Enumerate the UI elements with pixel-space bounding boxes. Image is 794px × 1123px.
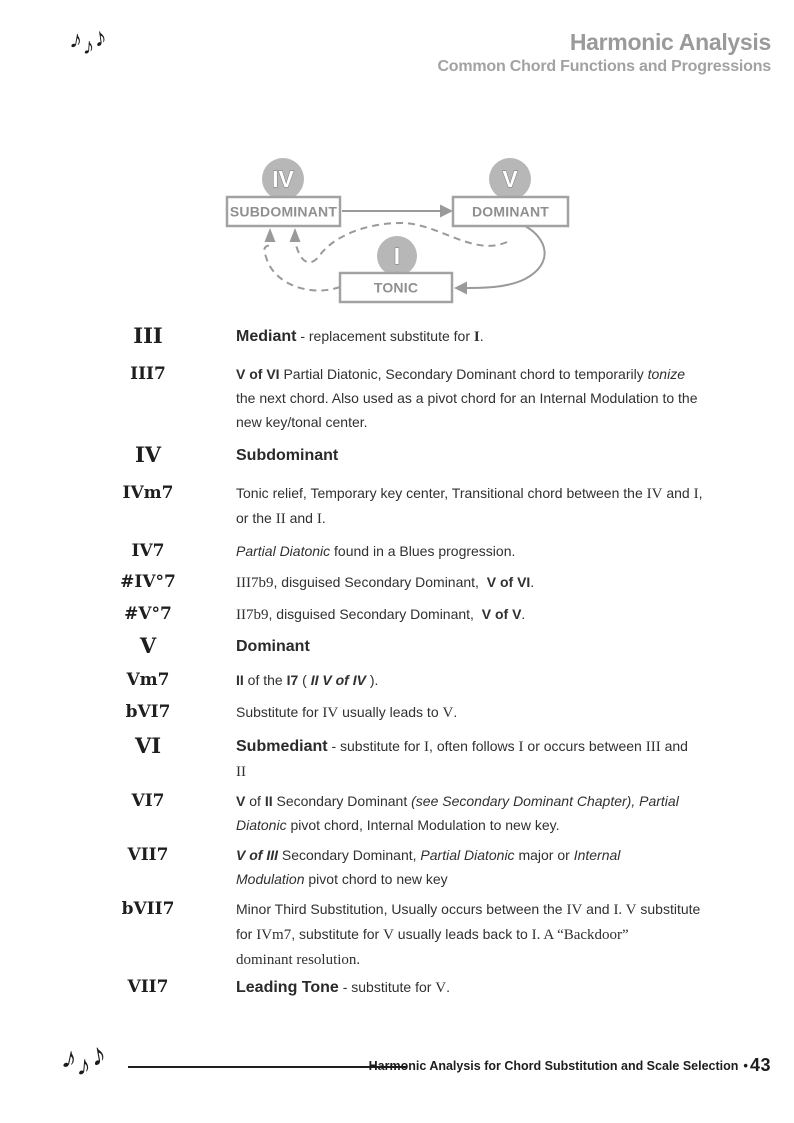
text-segment: Mediant (236, 328, 297, 345)
text-segment: V (435, 980, 447, 996)
chord-symbol: VI7 (131, 791, 165, 811)
chord-description (236, 481, 776, 531)
chord-symbol: #V°7 (124, 604, 172, 624)
text-segment: of the (243, 672, 287, 688)
text-segment: Partial Diatonic (420, 847, 515, 863)
text-segment: Diatonic (236, 817, 287, 833)
chord-symbol: IV7 (131, 541, 165, 561)
arrowhead-right-icon (440, 205, 453, 218)
chord-description (236, 789, 776, 837)
page-number: 43 (749, 1055, 771, 1075)
text-segment: dominant resolution. (236, 952, 361, 968)
text-segment: . (530, 574, 535, 590)
text-segment: Subdominant (236, 447, 339, 464)
text-segment: V of III (236, 847, 278, 863)
text-segment: II7b9 (236, 607, 269, 623)
text-segment: I (424, 739, 430, 755)
text-segment: ( (298, 672, 311, 688)
text-segment: . (446, 979, 451, 995)
text-segment: II (264, 793, 273, 809)
chord-description (236, 700, 776, 725)
chord-description (236, 570, 776, 595)
footer-rule (128, 1066, 406, 1068)
text-segment: V (442, 705, 454, 721)
text-segment: I. A “Backdoor” (531, 927, 629, 943)
music-notes-icon (58, 1035, 109, 1082)
chord-symbol: #IV°7 (120, 572, 176, 592)
table-row (100, 634, 776, 659)
text-segment: I (693, 486, 699, 502)
chord-symbol: VII7 (127, 977, 169, 997)
text-segment: I7 (286, 672, 299, 688)
footer-title: Harmonic Analysis for Chord Substitution and Scale Selection (368, 1058, 739, 1073)
text-segment: and (582, 901, 614, 917)
text-segment: found in a Blues progression. (330, 543, 516, 559)
table-row (100, 602, 776, 627)
text-segment: or the (236, 510, 276, 526)
eighth-note-icon: ♪ (91, 21, 109, 53)
chord-description (236, 324, 776, 349)
dashed-arrow-tonic-to-subdominant (264, 245, 340, 291)
chord-symbol: VI (134, 733, 162, 758)
text-segment: I. V (613, 902, 637, 918)
eighth-note-icon: ♪ (75, 1049, 93, 1082)
text-segment: - replacement substitute for (296, 328, 474, 344)
text-segment: V of VI (486, 574, 531, 590)
text-segment: Leading Tone (236, 979, 339, 996)
text-segment: II (236, 764, 246, 780)
text-segment: Substitute for (236, 704, 323, 720)
dominant-label: DOMINANT (471, 203, 550, 220)
text-segment: or occurs between (523, 738, 646, 754)
chord-function-diagram (215, 145, 595, 315)
text-segment: new key/tonal center. (236, 414, 368, 430)
text-segment: IV (646, 486, 663, 502)
arrowhead-up-icon (290, 228, 301, 242)
dominant-numeral: V (502, 166, 518, 192)
table-row (100, 362, 776, 434)
text-segment: IV (566, 902, 583, 918)
text-segment: V of V (481, 606, 522, 622)
chord-symbol: bVII7 (121, 899, 175, 919)
text-segment: , (698, 485, 703, 501)
text-segment: Submediant (236, 738, 328, 755)
text-segment: V (236, 793, 246, 809)
music-notes-icon (67, 21, 109, 60)
text-segment: - substitute for (327, 738, 425, 754)
text-segment: - substitute for (338, 979, 436, 995)
text-segment: ). (365, 672, 379, 688)
text-segment: , often follows (429, 738, 519, 754)
chord-description (236, 634, 776, 659)
text-segment: I (518, 739, 524, 755)
eighth-note-icon: ♪ (58, 1040, 81, 1077)
chord-description (236, 443, 776, 468)
chord-symbol: V (139, 633, 157, 658)
text-segment: V of VI (236, 366, 280, 382)
text-segment: . (321, 510, 326, 526)
tonic-numeral: I (393, 243, 401, 269)
table-row (100, 975, 776, 1000)
chord-symbol: III (133, 323, 163, 348)
table-row (100, 481, 776, 531)
chord-description (236, 897, 776, 972)
text-segment: . (521, 606, 526, 622)
chord-description (236, 668, 776, 692)
footer-bullet: • (743, 1058, 748, 1073)
chord-description (236, 843, 776, 891)
text-segment: Internal (573, 847, 621, 863)
page-title: Harmonic Analysis (569, 29, 771, 55)
text-segment: Partial Diatonic, Secondary Dominant chord to temporarily (279, 366, 648, 382)
text-segment: Secondary Dominant (272, 793, 412, 809)
table-row (100, 443, 776, 468)
chord-table (100, 314, 776, 1000)
text-segment: (see Secondary Dominant Chapter), Partial (411, 793, 679, 809)
text-segment: Modulation (236, 871, 305, 887)
text-segment: , substitute for (291, 926, 384, 942)
text-segment: Dominant (236, 638, 310, 655)
eighth-note-icon: ♪ (81, 32, 95, 60)
table-row (100, 843, 776, 891)
solid-arrow-dominant-to-tonic (463, 226, 545, 288)
text-segment: V (383, 927, 394, 943)
chord-symbol: Vm7 (126, 670, 170, 690)
text-segment: and (660, 738, 688, 754)
text-segment: substitute (636, 901, 701, 917)
diagram-svg (215, 145, 595, 310)
table-row (100, 668, 776, 692)
text-segment: and (285, 510, 317, 526)
text-segment: . (453, 704, 458, 720)
text-segment: usually leads to (338, 704, 443, 720)
text-segment: I (316, 511, 322, 527)
chord-symbol: IVm7 (122, 483, 174, 503)
table-row (100, 700, 776, 725)
text-segment: Minor Third Substitution, Usually occurs between the (236, 901, 567, 917)
text-segment: tonize (647, 366, 685, 382)
table-row (100, 897, 776, 972)
text-segment: II (275, 511, 286, 527)
arrowhead-up-icon (265, 228, 276, 242)
page-header (437, 30, 771, 76)
text-segment: Partial Diatonic (236, 543, 331, 559)
page-subtitle: Common Chord Functions and Progressions (437, 58, 771, 76)
text-segment: III (645, 739, 661, 755)
chord-description (236, 539, 776, 563)
text-segment: and (662, 485, 694, 501)
chord-symbol: bVI7 (125, 702, 171, 722)
text-segment: II V of IV (310, 672, 366, 688)
text-segment: , disguised Secondary Dominant, (273, 574, 487, 590)
eighth-note-icon: ♪ (87, 1035, 109, 1074)
text-segment: Tonic relief, Temporary key center, Transitional chord between the (236, 485, 647, 501)
subdominant-numeral: IV (272, 166, 294, 192)
chord-description (236, 975, 776, 1000)
text-segment: I (473, 329, 480, 345)
text-segment: Secondary Dominant, (278, 847, 421, 863)
table-row (100, 539, 776, 563)
text-segment: IV (322, 705, 339, 721)
text-segment: of (245, 793, 265, 809)
text-segment: IVm7 (256, 927, 292, 943)
footer (369, 1055, 771, 1076)
table-row (100, 324, 776, 349)
text-segment: pivot chord to new key (304, 871, 448, 887)
table-row (100, 570, 776, 595)
text-segment: II (236, 672, 244, 688)
subdominant-label: SUBDOMINANT (229, 203, 338, 220)
chord-description (236, 362, 776, 434)
table-row (100, 789, 776, 837)
chord-symbol: III7 (130, 364, 166, 384)
chord-symbol: VII7 (127, 845, 169, 865)
chord-symbol: IV (134, 442, 162, 467)
table-row (100, 734, 776, 784)
text-segment: , disguised Secondary Dominant, (268, 606, 482, 622)
eighth-note-icon: ♪ (67, 25, 85, 55)
text-segment: . (479, 328, 484, 344)
text-segment: the next chord. Also used as a pivot chord for an Internal Modulation to the (236, 390, 698, 406)
chord-description (236, 602, 776, 627)
text-segment: III7b9 (236, 575, 274, 591)
arrowhead-left-icon (454, 282, 467, 295)
text-segment: for (236, 926, 257, 942)
tonic-label: TONIC (373, 279, 419, 296)
text-segment: usually leads back to (393, 926, 532, 942)
chord-description (236, 734, 776, 784)
text-segment: pivot chord, Internal Modulation to new key. (286, 817, 560, 833)
text-segment: major or (514, 847, 574, 863)
